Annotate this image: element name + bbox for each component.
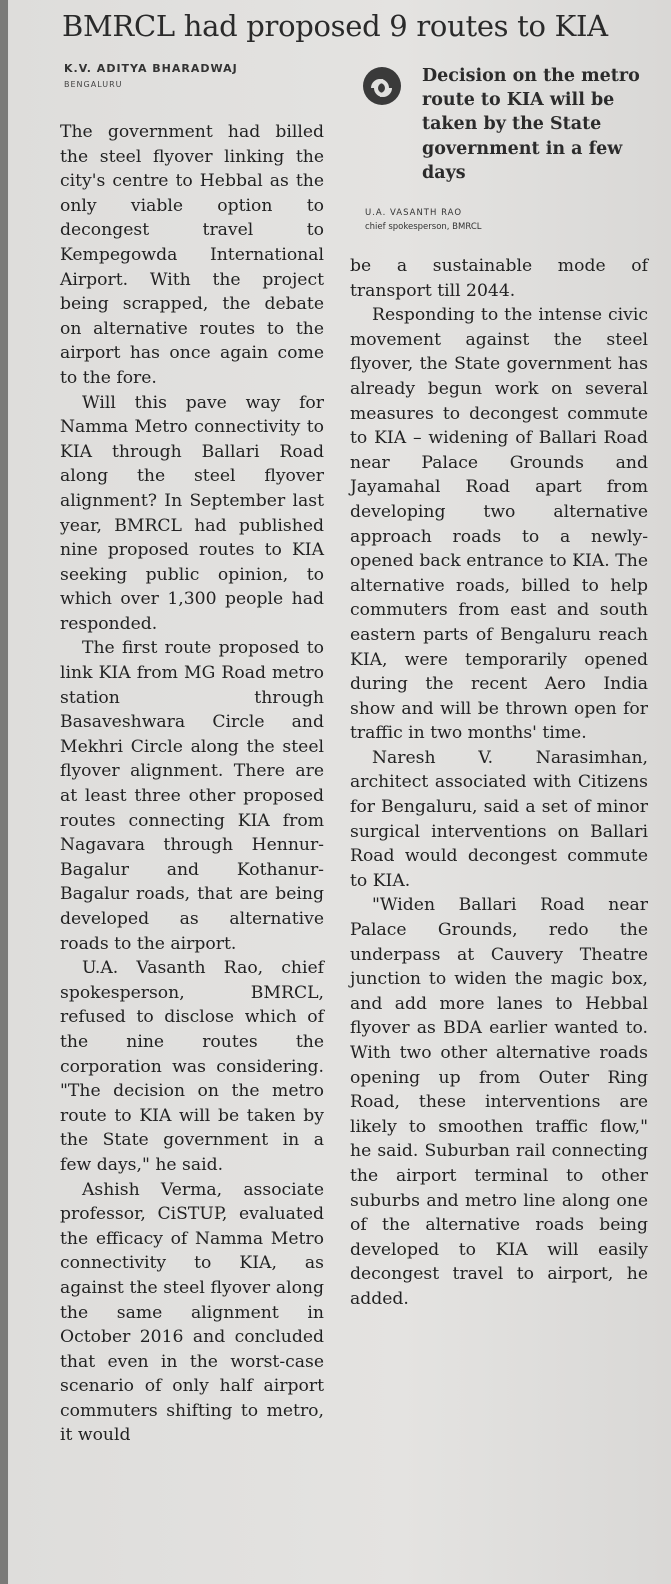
paragraph: The first route proposed to link KIA from MG Road metro station through Basaveshwara Circle and Mekhri Circle along the steel flyover alignment. There are at least three other proposed routes connecting KIA from Nagavara through Hennur-Bagalur and Kothanur-Bagalur roads, that are being developed as alternative roads to the airport. <box>60 638 324 954</box>
pull-quote <box>362 64 662 204</box>
paragraph: Ashish Verma, associate professor, CiSTUP, evaluated the efficacy of Namma Metro connectivity to KIA, as against the steel flyover along the same alignment in October 2016 and concluded that even in the worst-case scenario of only half airport commuters shifting to metro, it would <box>60 1179 324 1446</box>
paragraph: Will this pave way for Namma Metro connectivity to KIA through Ballari Road along the steel flyover alignment? In September last year, BMRCL had published nine proposed routes to KIA seeking public opinion, to which over 1,300 people had responded. <box>60 392 324 634</box>
paragraph: Responding to the intense civic movement against the steel flyover, the State government has already begun work on several measures to decongest commute to KIA – widening of Ballari Road near Palace Grounds and Jayamahal Road apart from developing two alternative approach roads to a newly-opened back entrance to KIA. The alternative roads, billed to help commuters from east and south eastern parts of Bengaluru reach KIA, were temporarily opened during the recent Aero India show and will be thrown open for traffic in two months' time. <box>350 305 648 744</box>
pull-quote-attribution-title: chief spokesperson, BMRCL <box>365 222 482 232</box>
right-column <box>350 254 648 1312</box>
dateline: BENGALURU <box>64 80 123 89</box>
pull-quote-attribution-name: U.A. VASANTH RAO <box>365 208 463 218</box>
left-column <box>60 120 324 1448</box>
byline: K.V. ADITYA BHARADWAJ <box>64 62 238 75</box>
paragraph: U.A. Vasanth Rao, chief spokesperson, BMRCL, refused to disclose which of the nine routes the corporation was considering. "The decision on the metro route to KIA will be taken by the State government in a few days," he said. <box>60 958 324 1175</box>
paragraph: Naresh V. Narasimhan, architect associated with Citizens for Bengaluru, said a set of minor surgical interventions on Ballari Road would decongest commute to KIA. <box>350 747 648 891</box>
paragraph: "Widen Ballari Road near Palace Grounds, redo the underpass at Cauvery Theatre junction to widen the magic box, and add more lanes to Hebbal flyover as BDA earlier wanted to. With two other alternative roads opening up from Outer Ring Road, these interventions are likely to smoothen traffic flow," he said. Suburban rail connecting the airport terminal to other suburbs and metro line along one of the alternative roads being developed to KIA will easily decongest travel to airport, he added. <box>350 895 648 1309</box>
scan-edge <box>0 0 8 1584</box>
quote-mark-icon <box>362 66 402 106</box>
paragraph: The government had billed the steel flyover linking the city's centre to Hebbal as the only viable option to decongest travel to Kempegowda International Airport. With the project being scrapped, the debate on alternative routes to the airport has once again come to the fore. <box>60 122 324 388</box>
pull-quote-text: Decision on the metro route to KIA will be taken by the State government in a few days <box>422 66 640 183</box>
paragraph: be a sustainable mode of transport till 2044. <box>350 256 648 301</box>
headline: BMRCL had proposed 9 routes to KIA <box>62 9 608 43</box>
